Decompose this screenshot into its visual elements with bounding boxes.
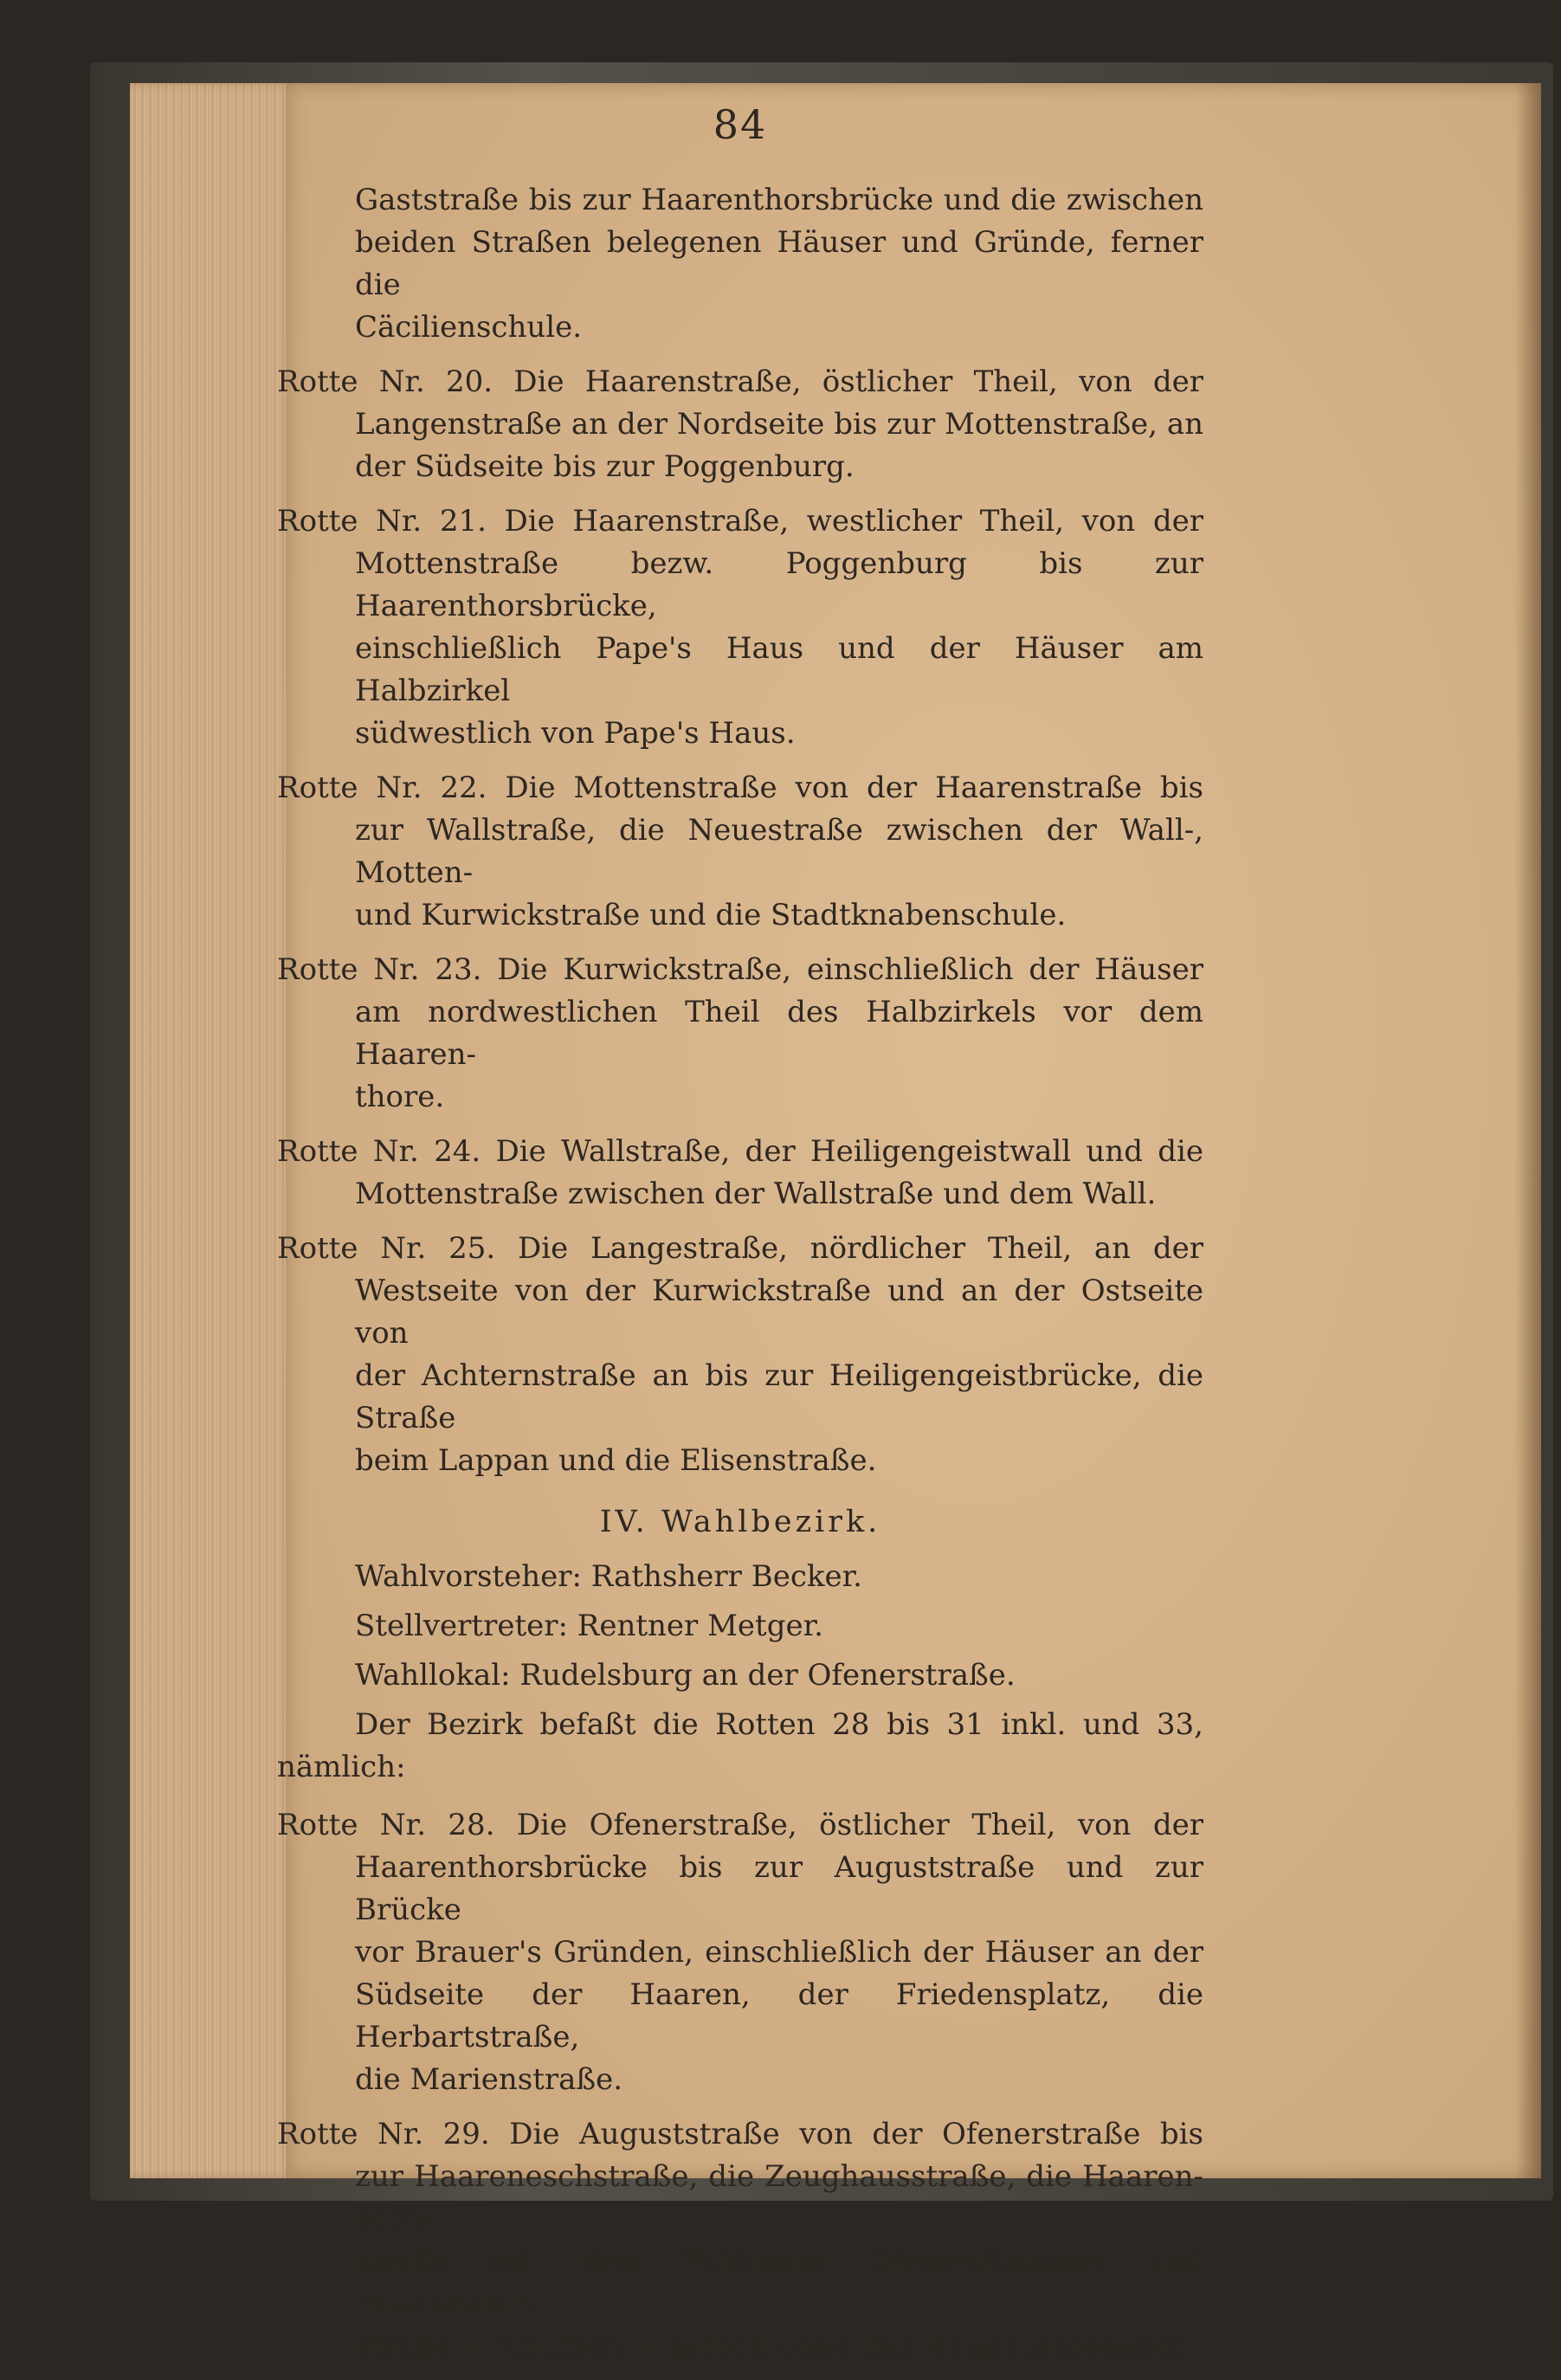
rotte-heading-line: Rotte Nr. 28. Die Ofenerstraße, östlicher Theil, von der	[277, 1808, 1203, 1842]
field-wahlvorsteher: Wahlvorsteher: Rathsherr Becker.	[355, 1559, 862, 1594]
field-stellvertreter: Stellvertreter: Rentner Metger.	[355, 1609, 823, 1643]
rotte-entry	[277, 361, 1203, 488]
rotte-entry	[277, 1131, 1203, 1216]
page-edges	[130, 83, 294, 2178]
opening-paragraph	[277, 179, 1203, 349]
text-line: der Südseite bis zur Poggenburg.	[355, 449, 855, 484]
text-line: beim Lappan und die Elisenstraße.	[355, 1443, 877, 1478]
text-line: beiden Straßen belegenen Häuser und Gründe, ferner die	[355, 225, 1203, 302]
rotte-entry	[277, 949, 1203, 1119]
text-line: einschließlich Pape's Haus und der Häuser am Halbzirkel	[355, 631, 1203, 708]
rotte-heading-line: Rotte Nr. 23. Die Kurwickstraße, einschließlich der Häuser	[277, 952, 1203, 987]
page-content	[277, 101, 1203, 2380]
text-line: vor Brauer's Gründen, einschließlich der Häuser an der	[355, 1935, 1203, 1970]
text-line: straße mit dem Eckhause Ofenerchaussee und Haarenesch-	[355, 2244, 1203, 2321]
rotte-list-b	[277, 1804, 1203, 2368]
rotte-heading-line: Rotte Nr. 24. Die Wallstraße, der Heiligengeistwall und die	[277, 1134, 1203, 1169]
rotte-entry	[277, 500, 1203, 755]
text-line: der Achternstraße an bis zur Heiligengeistbrücke, die Straße	[355, 1358, 1203, 1435]
text-line: Mottenstraße bezw. Poggenburg bis zur Haarenthorsbrücke,	[355, 546, 1203, 623]
section-title: IV. Wahlbezirk.	[599, 1505, 881, 1539]
rotte-heading-line: Rotte Nr. 20. Die Haarenstraße, östlicher Theil, von der	[277, 364, 1203, 399]
text-line: und Kurwickstraße und die Stadtknabenschule.	[355, 898, 1067, 932]
text-line: Mottenstraße zwischen der Wallstraße und dem Wall.	[355, 1177, 1157, 1211]
rotte-heading-line: Rotte Nr. 29. Die Auguststraße von der Ofenerstraße bis	[277, 2117, 1203, 2151]
rotte-heading-line: Rotte Nr. 25. Die Langestraße, nördlicher Theil, an der	[277, 1231, 1203, 1266]
page-number: 84	[713, 101, 768, 148]
text-line: Südseite der Haaren, der Friedensplatz, die Herbartstraße,	[355, 1977, 1203, 2054]
text-line: Westseite von der Kurwickstraße und an der Ostseite von	[355, 1274, 1203, 1351]
text-line: thore.	[355, 1080, 445, 1114]
page-gutter-shadow	[1515, 83, 1541, 2178]
text-line: Langenstraße an der Nordseite bis zur Mottenstraße, an	[355, 407, 1203, 442]
rotte-entry	[277, 1804, 1203, 2101]
text-line: die Marienstraße.	[355, 2062, 623, 2097]
text-line: zur Wallstraße, die Neuestraße zwischen der Wall-, Motten-	[355, 813, 1203, 890]
rotte-list-a	[277, 361, 1203, 1482]
text-line: Der Bezirk befaßt die Rotten 28 bis 31 inkl. und 33,	[355, 1707, 1203, 1742]
text-line: Cäcilienschule.	[355, 310, 583, 345]
rotte-heading-line: Rotte Nr. 21. Die Haarenstraße, westlicher Theil, von der	[277, 504, 1203, 539]
text-line: nämlich:	[277, 1750, 406, 1784]
bezirk-intro	[277, 1704, 1203, 1789]
rotte-entry	[277, 2113, 1203, 2368]
rotte-entry	[277, 1228, 1203, 1482]
text-line: am nordwestlichen Theil des Halbzirkels vor dem Haaren-	[355, 995, 1203, 1072]
text-line: Haarenthorsbrücke bis zur Auguststraße und zur Brücke	[355, 1850, 1203, 1927]
rotte-heading-line: Rotte Nr. 22. Die Mottenstraße von der Haarenstraße bis	[277, 771, 1203, 805]
rotte-entry	[277, 767, 1203, 937]
field-wahllokal: Wahllokal: Rudelsburg an der Ofenerstraße.	[355, 1658, 1016, 1693]
text-line: Gaststraße bis zur Haarenthorsbrücke und die zwischen	[355, 183, 1203, 217]
text-line: zur Haareneschstraße, die Zeughausstraße, die Haarenesch-	[355, 2159, 1203, 2236]
text-line: straße — Knutzen — jedoch ohne das Haus Haarenesch-	[355, 2329, 1198, 2364]
text-line: südwestlich von Pape's Haus.	[355, 716, 796, 751]
